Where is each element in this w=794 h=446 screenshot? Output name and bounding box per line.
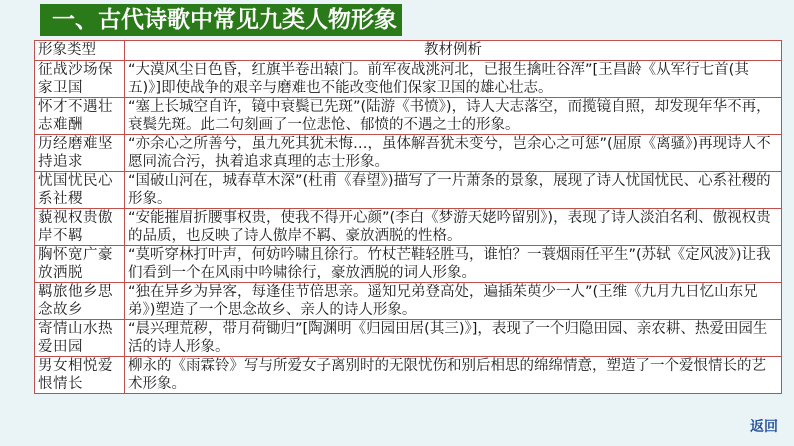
header-example: 教材例析 <box>125 41 782 61</box>
row-type: 怀才不遇壮志难酬 <box>35 98 125 135</box>
row-example: “安能摧眉折腰事权贵，使我不得开心颜”(李白《梦游天姥吟留别》)，表现了诗人淡泊名利、傲视权贵的品质，也反映了诗人傲岸不羁、豪放洒脱的性格。 <box>125 209 782 246</box>
header-type: 形象类型 <box>35 41 125 61</box>
character-types-table <box>34 40 782 394</box>
section-title: 一、古代诗歌中常见九类人物形象 <box>40 4 402 36</box>
row-example: “亦余心之所善兮，虽九死其犹未悔…，虽体解吾犹未变兮，岂余心之可惩”(屈原《离骚》)再现诗人不愿同流合污，执着追求真理的志士形象。 <box>125 135 782 172</box>
table-row <box>35 98 782 135</box>
row-example: “大漠风尘日色昏，红旗半卷出辕门。前军夜战洮河北，已报生擒吐谷浑”[王昌龄《从军行七首(其五)》]即使战争的艰辛与磨难也不能改变他们保家卫国的雄心壮志。 <box>125 61 782 98</box>
row-type: 忧国忧民心系社稷 <box>35 172 125 209</box>
table-header-row <box>35 41 782 61</box>
row-example: 柳永的《雨霖铃》写与所爱女子离别时的无限忧伤和别后相思的绵绵情意，塑造了一个爱恨情长的艺术形象。 <box>125 357 782 394</box>
row-type: 胸怀宽广豪放洒脱 <box>35 246 125 283</box>
table-row <box>35 283 782 320</box>
table-row <box>35 135 782 172</box>
table-row <box>35 357 782 394</box>
return-button[interactable]: 返回 <box>750 419 778 435</box>
table-row <box>35 209 782 246</box>
row-type: 羁旅他乡思念故乡 <box>35 283 125 320</box>
table-row <box>35 320 782 357</box>
row-example: “独在异乡为异客，每逢佳节倍思亲。遥知兄弟登高处，遍插茱萸少一人”(王维《九月九日忆山东兄弟》)塑造了一个思念故乡、亲人的诗人形象。 <box>125 283 782 320</box>
table-row <box>35 61 782 98</box>
row-type: 男女相悦爱恨情长 <box>35 357 125 394</box>
table-row <box>35 246 782 283</box>
row-example: “国破山河在，城春草木深”(杜甫《春望》)描写了一片萧条的景象，展现了诗人忧国忧民、心系社稷的形象。 <box>125 172 782 209</box>
table-row <box>35 172 782 209</box>
row-type: 征战沙场保家卫国 <box>35 61 125 98</box>
row-example: “莫听穿林打叶声，何妨吟啸且徐行。竹杖芒鞋轻胜马，谁怕？一蓑烟雨任平生”(苏轼《定风波》)让我们看到一个在风雨中吟啸徐行，豪放洒脱的词人形象。 <box>125 246 782 283</box>
row-type: 藐视权贵傲岸不羁 <box>35 209 125 246</box>
row-example: “晨兴理荒秽，带月荷锄归”[陶渊明《归园田居(其三)》]，表现了一个归隐田园、亲农耕、热爱田园生活的诗人形象。 <box>125 320 782 357</box>
row-type: 历经磨难坚持追求 <box>35 135 125 172</box>
row-example: “塞上长城空自许，镜中衰鬓已先斑”(陆游《书愤》)，诗人大志落空，而揽镜自照，却发现年华不再，衰鬓先斑。此二句刻画了一位悲怆、郁愤的不遇之士的形象。 <box>125 98 782 135</box>
row-type: 寄情山水热爱田园 <box>35 320 125 357</box>
